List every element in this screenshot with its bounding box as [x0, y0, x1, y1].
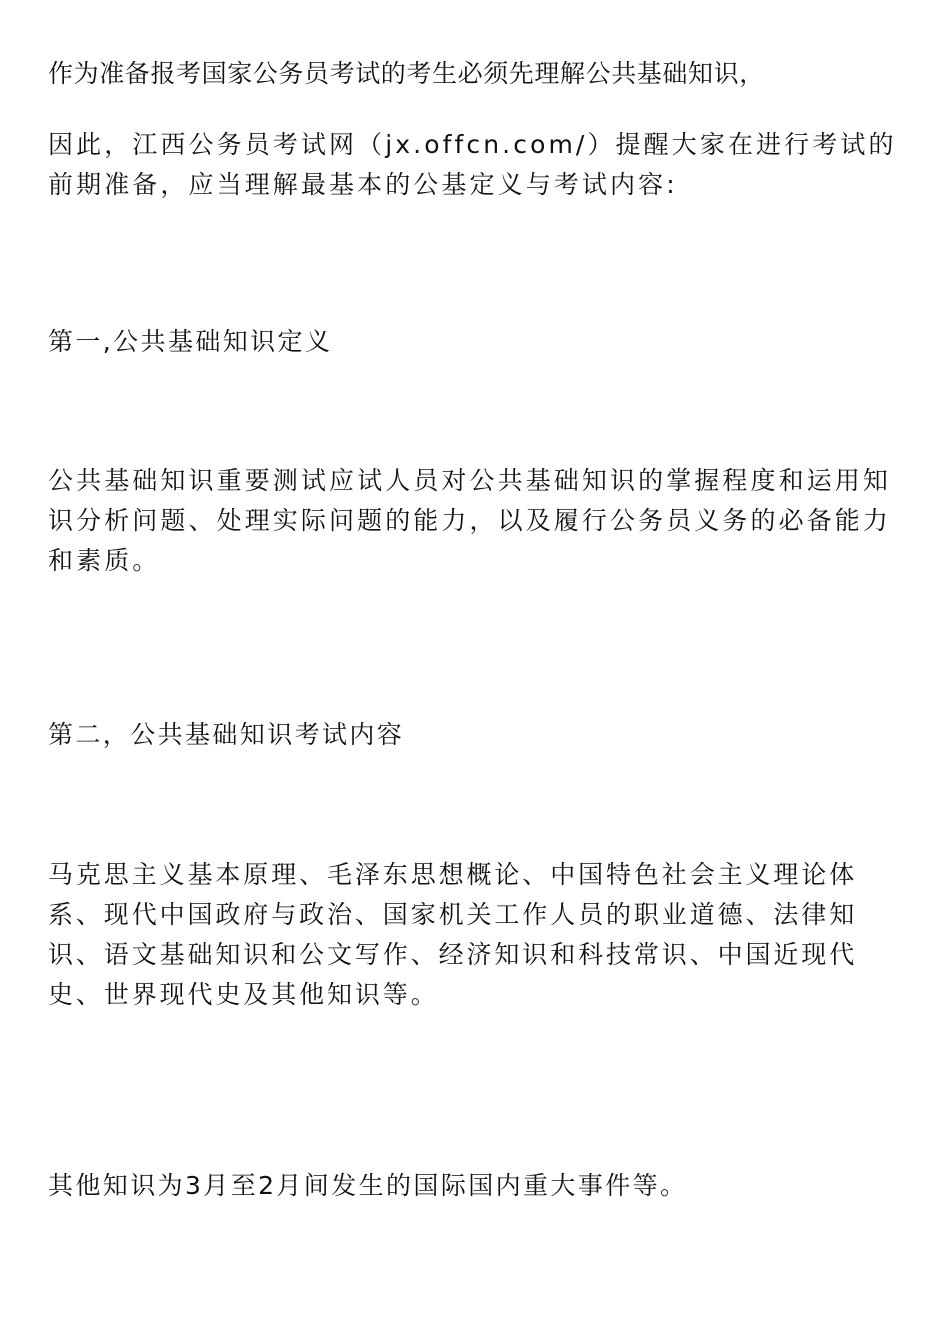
- section-2-body: 马克思主义基本原理、毛泽东思想概论、中国特色社会主义理论体系、现代中国政府与政治、国家机关工作人员的职业道德、法律知识、语文基础知识和公文写作、经济知识和科技常识、中国近现代史、世界现代史及其他知识等。: [48, 860, 858, 1009]
- section-2-heading: 第二，公共基础知识考试内容: [48, 720, 405, 749]
- other-knowledge-note: 其他知识为3月至2月间发生的国际国内重大事件等。: [48, 1171, 688, 1200]
- section-1-body: 公共基础知识重要测试应试人员对公共基础知识的掌握程度和运用知识分析问题、处理实际问题的能力，以及履行公务员义务的必备能力和素质。: [48, 466, 892, 575]
- section-1-heading: 第一,公共基础知识定义: [48, 327, 333, 356]
- intro-paragraph-2: 因此，江西公务员考试网（jx.offcn.com/）提醒大家在进行考试的前期准备，应当理解最基本的公基定义与考试内容:: [48, 130, 897, 199]
- intro-paragraph-1: 作为准备报考国家公务员考试的考生必须先理解公共基础知识，: [48, 59, 765, 88]
